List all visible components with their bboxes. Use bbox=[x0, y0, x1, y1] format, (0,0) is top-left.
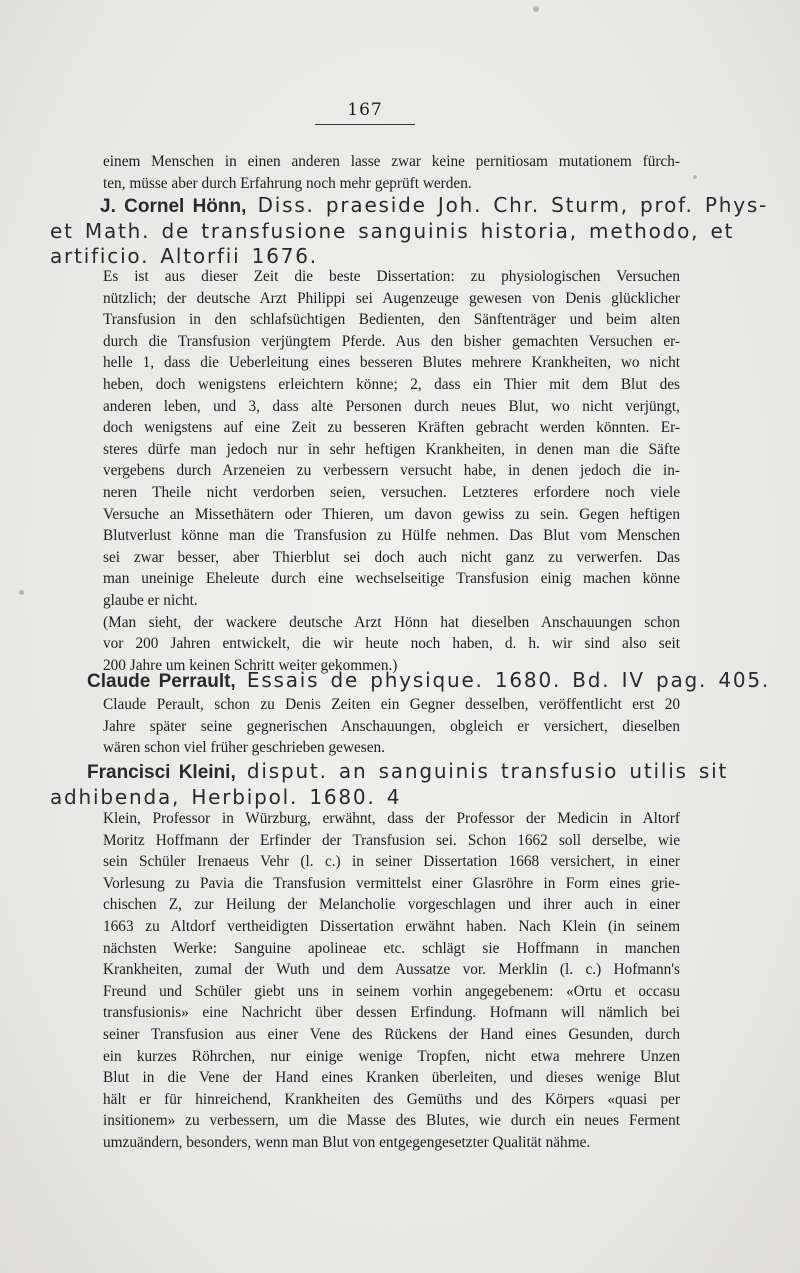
entry-text-perrault bbox=[50, 694, 680, 759]
text-line: Es ist aus dieser Zeit die beste Dissertation: zu physiologischen Versuchen bbox=[103, 268, 680, 285]
text-line: Moritz Hoffmann der Erfinder der Transfusion sei. Schon 1662 soll derselbe, wie bbox=[103, 831, 680, 849]
text-line: nützlich; der deutsche Arzt Philippi sei Augenzeuge gewesen von Denis glücklicher bbox=[103, 289, 680, 307]
text-line: chischen Z, zur Heilung der Melancholie vorgeschlagen und ihrer auch in einer bbox=[103, 896, 680, 914]
ink-speck bbox=[533, 6, 539, 12]
text-line: Krankheiten, zumal der Wuth und dem Aussatze vor. Merklin (l. c.) Hofmann's bbox=[103, 961, 680, 979]
entry-text-honn bbox=[50, 266, 680, 676]
text-line: transfusionis» eine Nachricht über dessen Erfindung. Hofmann will nämlich bei bbox=[103, 1004, 680, 1022]
text-line: Vorlesung zu Pavia die Transfusion vermittelst einer Glasröhre in Form eines grie- bbox=[103, 874, 680, 892]
intro-paragraph bbox=[50, 151, 680, 194]
entry-title-line: J. Cornel Hönn, Diss. praeside Joh. Chr. Sturm, prof. Phys- bbox=[100, 193, 769, 217]
entry-title-line: et Math. de transfusione sanguinis historia, methodo, et bbox=[50, 219, 735, 243]
text-line: 200 Jahre um keinen Schritt weiter gekommen.) bbox=[103, 656, 398, 674]
text-line: Claude Perault, schon zu Denis Zeiten ein Gegner desselben, veröffentlicht erst 20 bbox=[103, 696, 680, 713]
text-line: Klein, Professor in Würzburg, erwähnt, dass der Professor der Medicin in Altorf bbox=[103, 810, 680, 827]
text-line: 1663 zu Altdorf vertheidigten Dissertation erwähnt haben. Nach Klein (in seinem bbox=[103, 917, 680, 935]
entry-text-klein bbox=[50, 808, 680, 1154]
entry-title-line: Francisci Kleini, disput. an sanguinis transfusio utilis sit bbox=[87, 759, 729, 783]
entry-author: J. Cornel Hönn, bbox=[100, 196, 247, 217]
text-line: insitionem» zu verbessern, um die Masse des Blutes, wie durch ein neues Ferment bbox=[103, 1112, 680, 1130]
text-line: vergebens durch Arzeneien zu verbessern versucht habe, in denen jedoch die in- bbox=[103, 462, 680, 480]
entry-title-line: adhibenda, Herbipol. 1680. 4 bbox=[50, 785, 402, 809]
entry-heading-klein bbox=[50, 759, 729, 810]
entry-title-line: Claude Perrault, Essais de physique. 1680. Bd. IV pag. 405. bbox=[87, 668, 771, 692]
text-line: vor 200 Jahren entwickelt, die wir heute noch haben, d. h. wir sind also seit bbox=[103, 635, 680, 653]
text-line: hält er für hinreichend, Krankheiten des Gemüths und des Körpers «quasi per bbox=[103, 1090, 680, 1108]
text-line: sein Schüler Irenaeus Vehr (l. c.) in seiner Dissertation 1668 versichert, in einer bbox=[103, 853, 680, 871]
text-line: glaube er nicht. bbox=[103, 591, 198, 609]
ink-speck bbox=[693, 175, 697, 179]
text-line: helle 1, dass die Ueberleitung eines besseren Blutes mehrere Krankheiten, wo nicht bbox=[103, 354, 680, 372]
text-line: ten, müsse aber durch Erfahrung noch mehr geprüft werden. bbox=[103, 174, 472, 192]
text-line: Jahre später seine gegnerischen Anschauungen, obgleich er versichert, dieselben bbox=[103, 717, 680, 735]
text-line: durch die Transfusion verjüngtem Pferde. Aus den bisher gemachten Versuchen er- bbox=[103, 332, 680, 350]
text-line: anderen leben, und 3, dass alte Personen durch neues Blut, wo nicht verjüngt, bbox=[103, 397, 680, 415]
text-line: doch wenigstens auf eine Zeit zu besseren Kräften gebracht werden könnten. Er- bbox=[103, 419, 680, 437]
text-line: neren Theile nicht verdorben seien, versuchen. Letzteres erfordere noch viele bbox=[103, 483, 680, 501]
page-number: 167 bbox=[347, 100, 383, 120]
text-line: heben, doch wenigstens erleichtern könne; 2, dass ein Thier mit dem Blut des bbox=[103, 375, 680, 393]
entry-title-line: artificio. Altorfii 1676. bbox=[50, 244, 318, 268]
text-line: wären schon viel früher geschrieben gewesen. bbox=[103, 739, 386, 757]
text-line: Blutverlust könne man die Transfusion zu Hülfe nehmen. Das Blut vom Menschen bbox=[103, 527, 680, 545]
text-line: umzuändern, besonders, wenn man Blut von entgegengesetzter Qualität nähme. bbox=[103, 1133, 591, 1151]
ink-speck bbox=[19, 590, 24, 595]
text-line: Blut in die Vene der Hand eines Kranken überleiten, und dieses wenige Blut bbox=[103, 1069, 680, 1087]
text-line: Freund und Schüler giebt uns in seinem vorhin angegebenem: «Ortu et occasu bbox=[103, 982, 680, 1000]
text-line: einem Menschen in einen anderen lasse zwar keine pernitiosam mutationem fürch- bbox=[103, 153, 680, 170]
entry-heading-honn bbox=[50, 193, 769, 269]
text-line: seiner Transfusion aus einer Vene des Rückens der Hand eines Gesunden, durch bbox=[103, 1025, 680, 1043]
text-line: ein kurzes Röhrchen, nur einige wenige Tropfen, nicht etwa mehrere Unzen bbox=[103, 1047, 680, 1065]
page-number-rule bbox=[315, 124, 415, 125]
text-line: man uneinige Eheleute durch eine wechselseitige Transfusion einig machen könne bbox=[103, 570, 680, 588]
text-line: Transfusion in den schlafsüchtigen Bedienten, den Sänftenträger und beim alten bbox=[103, 311, 680, 329]
entry-author: Francisci Kleini, bbox=[87, 762, 236, 783]
text-line: Versuche an Missethätern oder Thieren, um davon gewiss zu sein. Gegen heftigen bbox=[103, 505, 680, 523]
text-line: sei zwar besser, aber Thierblut sei doch auch nicht ganz zu verwerfen. Das bbox=[103, 548, 680, 566]
text-line: nächsten Werke: Sanguine apolineae etc. schlägt sie Hoffmann in manchen bbox=[103, 939, 680, 957]
text-line: (Man sieht, der wackere deutsche Arzt Hönn hat dieselben Anschauungen schon bbox=[103, 613, 680, 631]
entry-author: Claude Perrault, bbox=[87, 671, 236, 692]
text-line: steres dürfe man jedoch nur in sehr heftigen Krankheiten, in denen man die Säfte bbox=[103, 440, 680, 458]
entry-heading-perrault bbox=[50, 668, 771, 694]
